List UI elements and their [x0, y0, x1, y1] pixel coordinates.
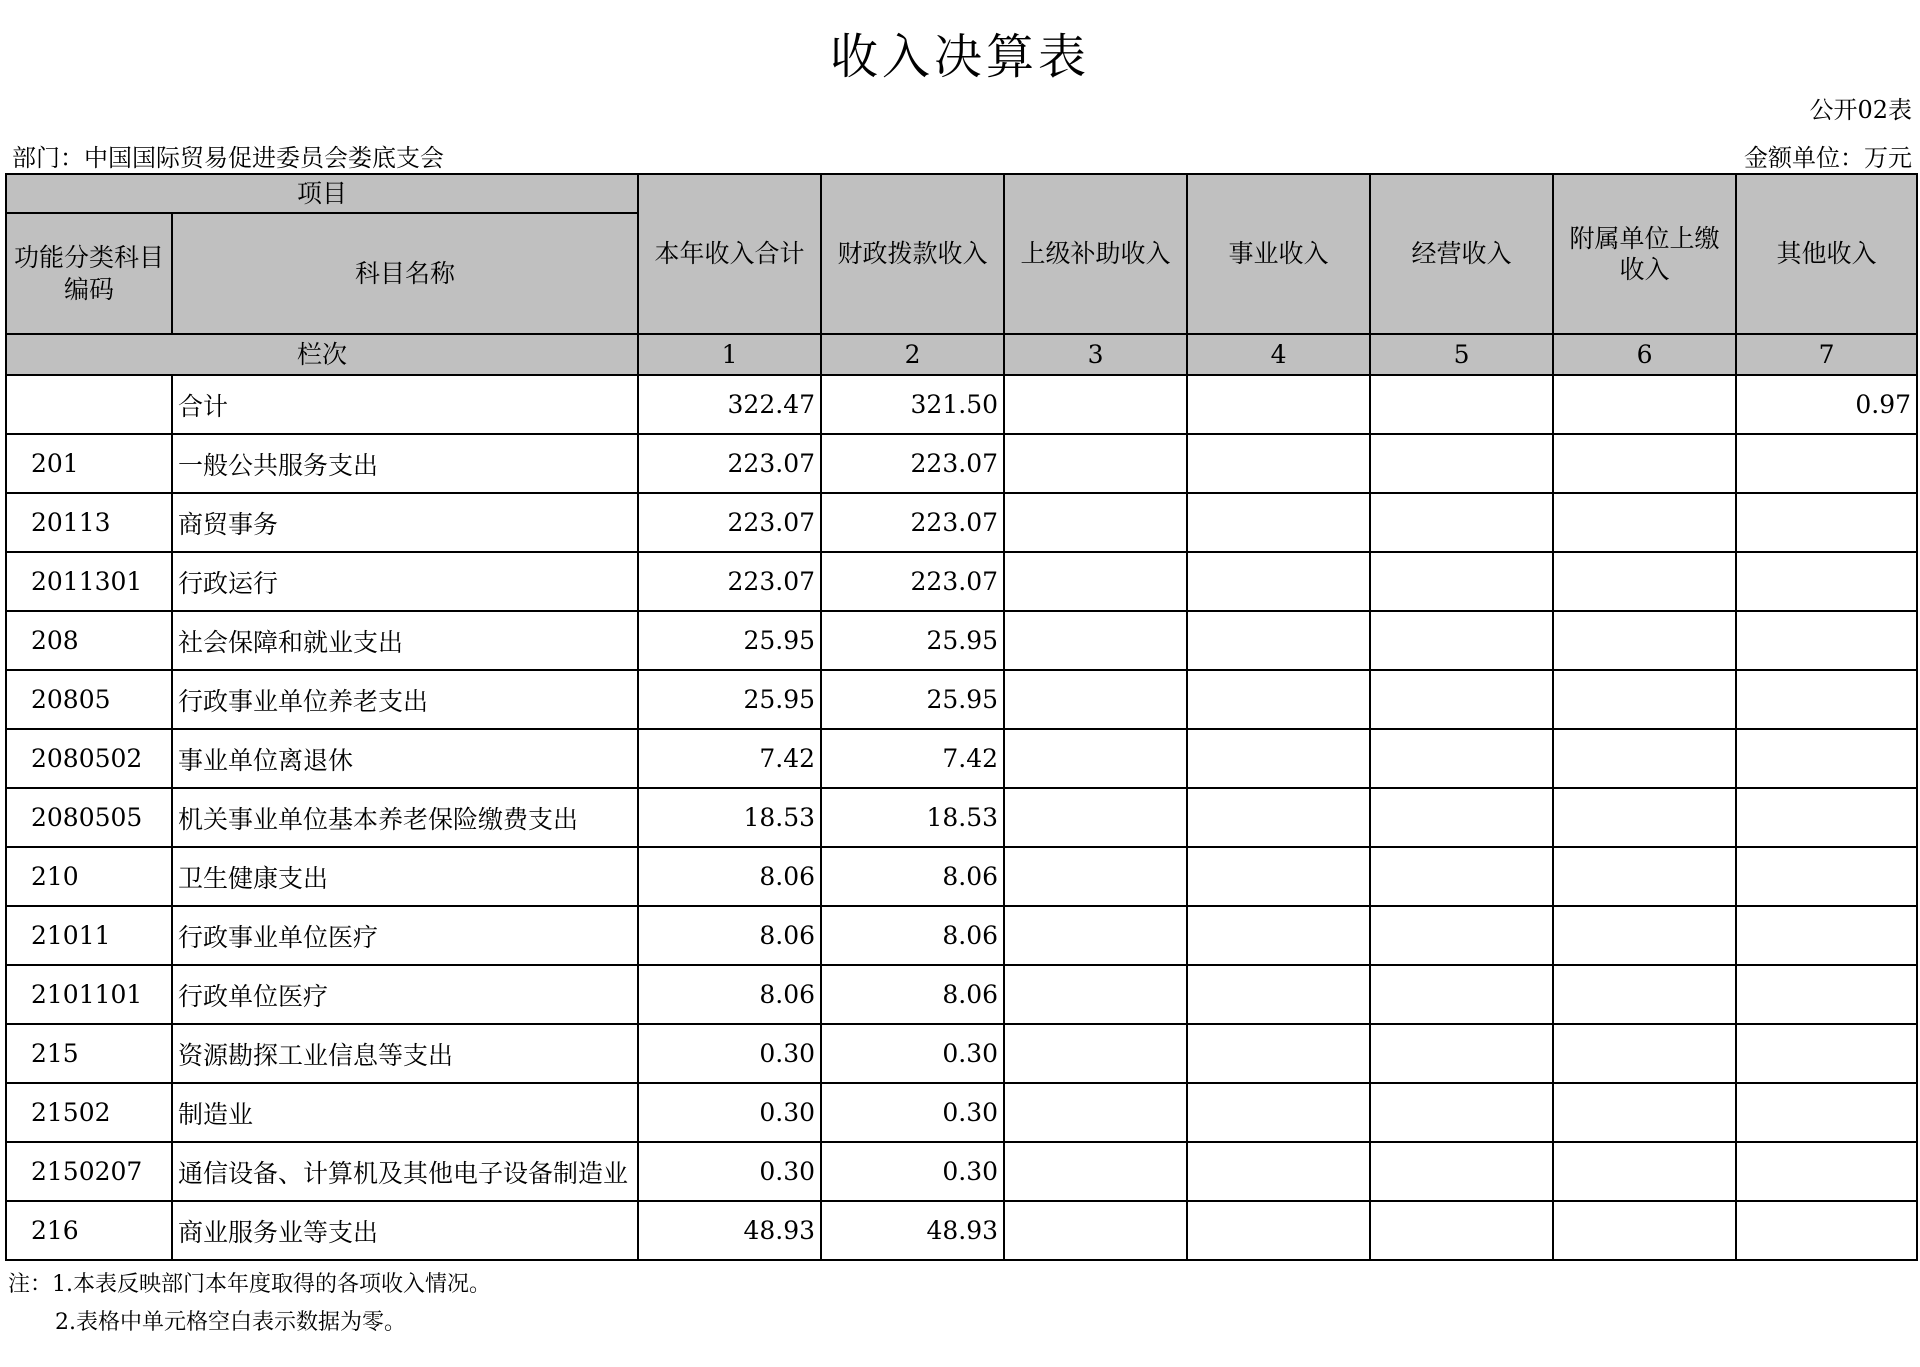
cell-code: 201 — [6, 434, 172, 493]
cell-value — [1187, 1142, 1370, 1201]
cell-value: 0.30 — [821, 1024, 1004, 1083]
cell-value — [1370, 670, 1553, 729]
cell-value — [1736, 1201, 1917, 1260]
cell-value — [1553, 670, 1736, 729]
cell-value — [1370, 1083, 1553, 1142]
column-number: 1 — [638, 334, 821, 375]
cell-value — [1370, 375, 1553, 434]
cell-value — [1736, 493, 1917, 552]
cell-name: 卫生健康支出 — [172, 847, 638, 906]
cell-value — [1370, 847, 1553, 906]
cell-value — [1187, 493, 1370, 552]
table-row — [6, 1142, 1917, 1201]
cell-value: 7.42 — [638, 729, 821, 788]
department-label: 部门：中国国际贸易促进委员会娄底支会 — [12, 144, 444, 172]
form-number: 公开02表 — [1809, 96, 1912, 124]
column-number: 5 — [1370, 334, 1553, 375]
table-row — [6, 611, 1917, 670]
cell-value — [1187, 434, 1370, 493]
cell-code: 21502 — [6, 1083, 172, 1142]
cell-value — [1736, 552, 1917, 611]
cell-value: 18.53 — [638, 788, 821, 847]
header-project: 项目 — [6, 174, 638, 213]
cell-code: 2011301 — [6, 552, 172, 611]
cell-value: 25.95 — [638, 611, 821, 670]
cell-value — [1187, 1024, 1370, 1083]
cell-value — [1736, 729, 1917, 788]
cell-name: 合计 — [172, 375, 638, 434]
cell-value — [1187, 906, 1370, 965]
cell-value — [1553, 552, 1736, 611]
cell-value — [1004, 906, 1187, 965]
cell-value — [1187, 375, 1370, 434]
cell-value: 223.07 — [638, 493, 821, 552]
cell-value — [1370, 493, 1553, 552]
cell-value — [1553, 611, 1736, 670]
cell-value — [1370, 965, 1553, 1024]
cell-value — [1187, 847, 1370, 906]
cell-name: 行政事业单位医疗 — [172, 906, 638, 965]
cell-value: 25.95 — [821, 611, 1004, 670]
cell-name: 资源勘探工业信息等支出 — [172, 1024, 638, 1083]
cell-value: 7.42 — [821, 729, 1004, 788]
cell-value — [1553, 1024, 1736, 1083]
header-code: 功能分类科目编码 — [6, 213, 172, 334]
cell-code: 20113 — [6, 493, 172, 552]
cell-value — [1004, 552, 1187, 611]
cell-value — [1553, 729, 1736, 788]
cell-code: 20805 — [6, 670, 172, 729]
cell-code: 2150207 — [6, 1142, 172, 1201]
cell-code: 210 — [6, 847, 172, 906]
cell-value — [1370, 906, 1553, 965]
cell-value — [1004, 1083, 1187, 1142]
header-name: 科目名称 — [172, 213, 638, 334]
cell-value: 0.30 — [638, 1024, 821, 1083]
cell-value — [1736, 847, 1917, 906]
cell-value: 8.06 — [638, 965, 821, 1024]
cell-value — [1736, 906, 1917, 965]
cell-value — [1736, 788, 1917, 847]
cell-name: 商贸事务 — [172, 493, 638, 552]
table-row — [6, 729, 1917, 788]
cell-value — [1004, 729, 1187, 788]
cell-name: 行政单位医疗 — [172, 965, 638, 1024]
table-row — [6, 493, 1917, 552]
cell-value — [1370, 1201, 1553, 1260]
cell-value: 25.95 — [821, 670, 1004, 729]
cell-value — [1370, 788, 1553, 847]
cell-value: 0.30 — [821, 1142, 1004, 1201]
cell-value — [1004, 1142, 1187, 1201]
cell-value: 0.97 — [1736, 375, 1917, 434]
cell-value — [1370, 434, 1553, 493]
cell-value — [1004, 788, 1187, 847]
cell-value: 223.07 — [821, 434, 1004, 493]
header-col-7: 其他收入 — [1736, 174, 1917, 334]
cell-code: 2080502 — [6, 729, 172, 788]
column-number: 6 — [1553, 334, 1736, 375]
notes — [8, 1266, 491, 1342]
cell-value — [1187, 1083, 1370, 1142]
cell-value: 321.50 — [821, 375, 1004, 434]
cell-value — [1004, 1201, 1187, 1260]
column-number: 4 — [1187, 334, 1370, 375]
page-title: 收入决算表 — [829, 29, 1090, 85]
cell-value — [1553, 434, 1736, 493]
cell-value: 8.06 — [821, 965, 1004, 1024]
cell-code: 2101101 — [6, 965, 172, 1024]
cell-value: 0.30 — [638, 1142, 821, 1201]
cell-value: 25.95 — [638, 670, 821, 729]
table-row — [6, 1024, 1917, 1083]
cell-value — [1736, 434, 1917, 493]
cell-value: 8.06 — [821, 906, 1004, 965]
cell-value — [1370, 1024, 1553, 1083]
cell-value: 8.06 — [821, 847, 1004, 906]
cell-name: 机关事业单位基本养老保险缴费支出 — [172, 788, 638, 847]
column-number: 3 — [1004, 334, 1187, 375]
header-col-6: 附属单位上缴收入 — [1553, 174, 1736, 334]
cell-value: 8.06 — [638, 847, 821, 906]
table-row — [6, 1083, 1917, 1142]
table-row — [6, 434, 1917, 493]
cell-code: 2080505 — [6, 788, 172, 847]
cell-value — [1553, 788, 1736, 847]
cell-value — [1553, 1083, 1736, 1142]
cell-value: 18.53 — [821, 788, 1004, 847]
cell-value — [1736, 1142, 1917, 1201]
income-table — [5, 173, 1918, 1261]
cell-value — [1736, 965, 1917, 1024]
cell-value: 223.07 — [638, 552, 821, 611]
cell-value — [1187, 670, 1370, 729]
table-row — [6, 847, 1917, 906]
cell-value — [1004, 493, 1187, 552]
note-2: 2.表格中单元格空白表示数据为零。 — [55, 1310, 406, 1335]
header-col-1: 本年收入合计 — [638, 174, 821, 334]
cell-value — [1736, 1083, 1917, 1142]
cell-value: 0.30 — [821, 1083, 1004, 1142]
cell-value — [1004, 670, 1187, 729]
cell-value — [1187, 965, 1370, 1024]
cell-code: 208 — [6, 611, 172, 670]
cell-value — [1370, 1142, 1553, 1201]
header-row-label: 栏次 — [6, 334, 638, 375]
header-col-5: 经营收入 — [1370, 174, 1553, 334]
cell-value — [1553, 1201, 1736, 1260]
column-number: 2 — [821, 334, 1004, 375]
cell-value — [1553, 965, 1736, 1024]
cell-name: 制造业 — [172, 1083, 638, 1142]
cell-name: 商业服务业等支出 — [172, 1201, 638, 1260]
table-row — [6, 552, 1917, 611]
cell-value — [1553, 493, 1736, 552]
cell-value: 223.07 — [638, 434, 821, 493]
cell-name: 社会保障和就业支出 — [172, 611, 638, 670]
cell-value — [1736, 670, 1917, 729]
cell-code: 215 — [6, 1024, 172, 1083]
cell-value — [1004, 965, 1187, 1024]
cell-value — [1736, 1024, 1917, 1083]
cell-value — [1553, 1142, 1736, 1201]
cell-code — [6, 375, 172, 434]
cell-value: 223.07 — [821, 552, 1004, 611]
cell-code: 21011 — [6, 906, 172, 965]
cell-value: 48.93 — [821, 1201, 1004, 1260]
cell-value — [1187, 1201, 1370, 1260]
cell-value — [1187, 788, 1370, 847]
table-row — [6, 788, 1917, 847]
cell-name: 通信设备、计算机及其他电子设备制造业 — [172, 1142, 638, 1201]
header-col-3: 上级补助收入 — [1004, 174, 1187, 334]
cell-value: 8.06 — [638, 906, 821, 965]
cell-value — [1553, 375, 1736, 434]
cell-value — [1736, 611, 1917, 670]
cell-code: 216 — [6, 1201, 172, 1260]
cell-value: 0.30 — [638, 1083, 821, 1142]
cell-value — [1004, 847, 1187, 906]
cell-value — [1004, 434, 1187, 493]
cell-value: 223.07 — [821, 493, 1004, 552]
note-1: 注：1.本表反映部门本年度取得的各项收入情况。 — [8, 1272, 491, 1297]
cell-value — [1004, 1024, 1187, 1083]
table-row — [6, 670, 1917, 729]
cell-name: 行政事业单位养老支出 — [172, 670, 638, 729]
cell-value: 48.93 — [638, 1201, 821, 1260]
cell-value — [1370, 729, 1553, 788]
cell-name: 行政运行 — [172, 552, 638, 611]
cell-value — [1187, 729, 1370, 788]
table-row — [6, 906, 1917, 965]
cell-name: 一般公共服务支出 — [172, 434, 638, 493]
header-col-2: 财政拨款收入 — [821, 174, 1004, 334]
table-row — [6, 1201, 1917, 1260]
table-row — [6, 965, 1917, 1024]
column-number: 7 — [1736, 334, 1917, 375]
cell-value — [1370, 611, 1553, 670]
cell-value — [1370, 552, 1553, 611]
cell-value — [1187, 552, 1370, 611]
header-col-4: 事业收入 — [1187, 174, 1370, 334]
unit-label: 金额单位：万元 — [1744, 144, 1912, 172]
cell-value: 322.47 — [638, 375, 821, 434]
table-body — [6, 375, 1917, 1260]
cell-value — [1004, 611, 1187, 670]
cell-value — [1187, 611, 1370, 670]
cell-value — [1004, 375, 1187, 434]
cell-value — [1553, 906, 1736, 965]
cell-name: 事业单位离退休 — [172, 729, 638, 788]
table-row — [6, 375, 1917, 434]
cell-value — [1553, 847, 1736, 906]
